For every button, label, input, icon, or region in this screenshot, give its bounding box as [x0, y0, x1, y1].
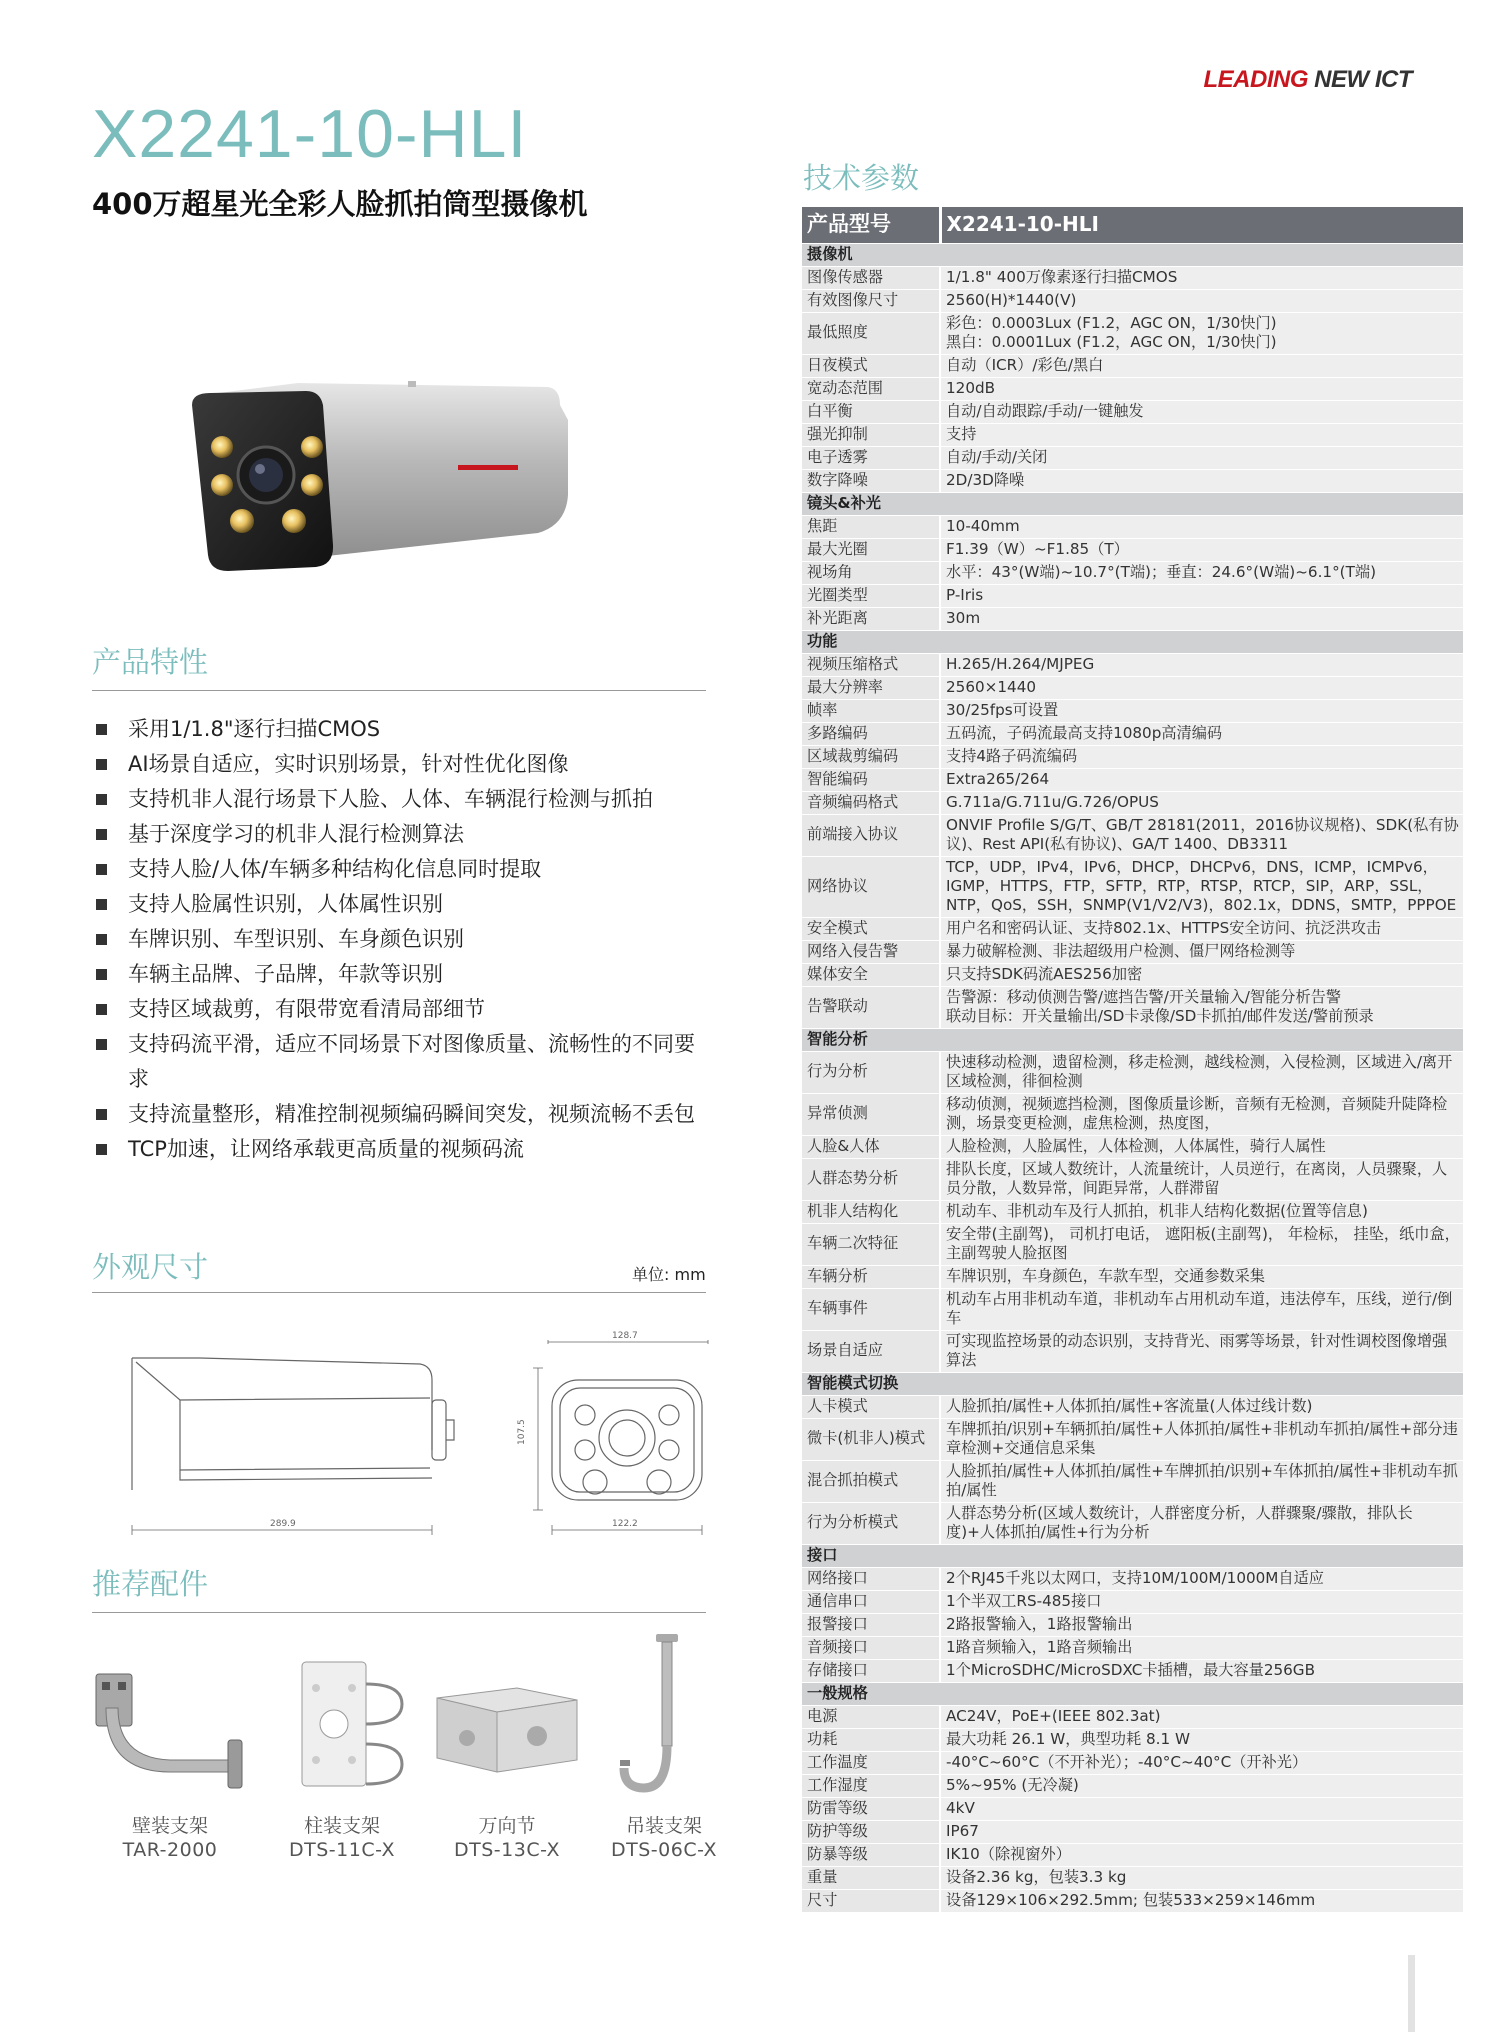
square-bullet-icon	[96, 759, 107, 770]
accessory-name: 吊装支架	[625, 1815, 702, 1837]
accessory-item	[427, 1648, 587, 1862]
spec-key: 通信串口	[802, 1590, 940, 1613]
spec-row	[802, 1502, 1463, 1544]
spec-value: 10-40mm	[940, 515, 1463, 538]
spec-header-value: X2241-10-HLI	[940, 207, 1463, 243]
spec-row	[802, 515, 1463, 538]
page-title: X2241-10-HLI	[92, 96, 528, 172]
spec-row	[802, 607, 1463, 630]
spec-section-title: 镜头&补光	[802, 492, 1463, 515]
spec-row	[802, 1820, 1463, 1843]
spec-key: 防雷等级	[802, 1797, 940, 1820]
spec-row	[802, 1330, 1463, 1372]
spec-value: 2路报警输入，1路报警输出	[940, 1613, 1463, 1636]
features-section-title: 产品特性	[92, 645, 209, 679]
spec-row	[802, 446, 1463, 469]
spec-row	[802, 814, 1463, 856]
spec-section-row	[802, 1028, 1463, 1051]
accessory-code: DTS-06C-X	[610, 1839, 718, 1861]
spec-value: 30m	[940, 607, 1463, 630]
spec-value: 4kV	[940, 1797, 1463, 1820]
spec-key: 重量	[802, 1866, 940, 1889]
spec-row	[802, 768, 1463, 791]
features-list	[96, 712, 706, 1167]
spec-row	[802, 400, 1463, 423]
spec-value: 排队长度，区域人数统计，人流量统计，人员逆行，在离岗，人员骤聚，人员分散，人数异常，间距异常，人群滞留	[940, 1158, 1463, 1200]
accessory-code: TAR-2000	[122, 1839, 218, 1861]
spec-value: 五码流，子码流最高支持1080p高清编码	[940, 722, 1463, 745]
spec-section-row	[802, 1544, 1463, 1567]
features-divider	[92, 690, 706, 691]
spec-value: G.711a/G.711u/G.726/OPUS	[940, 791, 1463, 814]
spec-value: 2个RJ45千兆以太网口，支持10M/100M/1000M自适应	[940, 1567, 1463, 1590]
spec-section-title: 功能	[802, 630, 1463, 653]
spec-value: 1路音频输入，1路音频输出	[940, 1636, 1463, 1659]
specs-heading: 技术参数	[803, 161, 920, 195]
spec-row	[802, 1395, 1463, 1418]
feature-item: 基于深度学习的机非人混行检测算法	[96, 817, 706, 852]
spec-row	[802, 1705, 1463, 1728]
spec-value: 2560(H)*1440(V)	[940, 289, 1463, 312]
spec-row	[802, 940, 1463, 963]
spec-row	[802, 1460, 1463, 1502]
accessory-name: 万向节	[478, 1815, 536, 1837]
spec-key: 白平衡	[802, 400, 940, 423]
feature-item: 采用1/1.8"逐行扫描CMOS	[96, 712, 706, 747]
spec-row	[802, 1866, 1463, 1889]
spec-key: 电源	[802, 1705, 940, 1728]
feature-item: TCP加速，让网络承载更高质量的视频码流	[96, 1132, 706, 1167]
spec-value: 机动车、非机动车及行人抓拍，机非人结构化数据(位置等信息)	[940, 1200, 1463, 1223]
feature-item: 支持机非人混行场景下人脸、人体、车辆混行检测与抓拍	[96, 782, 706, 817]
feature-item: 车辆主品牌、子品牌，年款等识别	[96, 957, 706, 992]
spec-row	[802, 377, 1463, 400]
spec-value: -40°C~60°C（不开补光）；-40°C~40°C（开补光）	[940, 1751, 1463, 1774]
spec-value: 2D/3D降噪	[940, 469, 1463, 492]
spec-value: 人脸抓拍/属性+人体抓拍/属性+客流量(人体过线计数)	[940, 1395, 1463, 1418]
spec-section-row	[802, 243, 1463, 266]
accessory-item	[262, 1648, 422, 1862]
spec-key: 宽动态范围	[802, 377, 940, 400]
spec-table	[802, 207, 1463, 1913]
spec-row	[802, 312, 1463, 354]
spec-value: 30/25fps可设置	[940, 699, 1463, 722]
spec-key: 尺寸	[802, 1889, 940, 1912]
spec-key: 工作湿度	[802, 1774, 940, 1797]
spec-key: 安全模式	[802, 917, 940, 940]
spec-key: 有效图像尺寸	[802, 289, 940, 312]
spec-row	[802, 1659, 1463, 1682]
square-bullet-icon	[96, 899, 107, 910]
dimensions-divider	[92, 1292, 706, 1293]
spec-row	[802, 1728, 1463, 1751]
spec-key: 告警联动	[802, 986, 940, 1028]
spec-value: 1/1.8" 400万像素逐行扫描CMOS	[940, 266, 1463, 289]
spec-key: 强光抑制	[802, 423, 940, 446]
spec-row	[802, 1774, 1463, 1797]
spec-value: 5%~95% (无冷凝)	[940, 1774, 1463, 1797]
spec-value: 1个半双工RS-485接口	[940, 1590, 1463, 1613]
spec-key: 多路编码	[802, 722, 940, 745]
spec-section-title: 智能模式切换	[802, 1372, 1463, 1395]
spec-key: 人群态势分析	[802, 1158, 940, 1200]
accessory-code: DTS-11C-X	[288, 1839, 396, 1861]
spec-section-title: 智能分析	[802, 1028, 1463, 1051]
spec-row	[802, 469, 1463, 492]
spec-row	[802, 561, 1463, 584]
feature-item: 支持流量整形，精准控制视频编码瞬间突发，视频流畅不丢包	[96, 1097, 706, 1132]
dimension-bottom-label: 122.2	[612, 1519, 638, 1529]
spec-key: 最低照度	[802, 312, 940, 354]
brand-logo	[1204, 66, 1413, 94]
spec-row	[802, 584, 1463, 607]
spec-row	[802, 653, 1463, 676]
spec-key: 图像传感器	[802, 266, 940, 289]
spec-key: 网络入侵告警	[802, 940, 940, 963]
spec-row	[802, 1567, 1463, 1590]
spec-key: 防暴等级	[802, 1843, 940, 1866]
accessory-code: DTS-13C-X	[453, 1839, 561, 1861]
spec-row	[802, 963, 1463, 986]
spec-key: 人脸&人体	[802, 1135, 940, 1158]
square-bullet-icon	[96, 969, 107, 980]
accessories-list	[92, 1648, 752, 1868]
spec-value: 告警源：移动侦测告警/遮挡告警/开关量输入/智能分析告警 联动目标：开关量输出/SD卡录像/SD卡抓拍/邮件发送/警前预录	[940, 986, 1463, 1028]
feature-item: 车牌识别、车型识别、车身颜色识别	[96, 922, 706, 957]
spec-section-title: 摄像机	[802, 243, 1463, 266]
logo-part-leading: LEADING	[1203, 66, 1308, 93]
spec-key: 音频接口	[802, 1636, 940, 1659]
spec-value: 最大功耗 26.1 W，典型功耗 8.1 W	[940, 1728, 1463, 1751]
spec-value: 车牌识别，车身颜色，车款车型，交通参数采集	[940, 1265, 1463, 1288]
unit-label: 单位: mm	[632, 1265, 706, 1284]
spec-value: 可实现监控场景的动态识别，支持背光、雨雾等场景，针对性调校图像增强算法	[940, 1330, 1463, 1372]
spec-key: 功耗	[802, 1728, 940, 1751]
dimensions-section-title: 外观尺寸	[92, 1250, 209, 1284]
spec-key: 最大分辨率	[802, 676, 940, 699]
spec-row	[802, 1288, 1463, 1330]
spec-key: 电子透雾	[802, 446, 940, 469]
spec-value: 用户名和密码认证、支持802.1x、HTTPS安全访问、抗泛洪攻击	[940, 917, 1463, 940]
accessory-item	[584, 1628, 744, 1862]
feature-item: 支持区域裁剪，有限带宽看清局部细节	[96, 992, 706, 1027]
square-bullet-icon	[96, 724, 107, 735]
spec-value: 水平：43°(W端)~10.7°(T端)；垂直：24.6°(W端)~6.1°(T端)	[940, 561, 1463, 584]
spec-row	[802, 1613, 1463, 1636]
spec-value: 2560×1440	[940, 676, 1463, 699]
spec-key: 媒体安全	[802, 963, 940, 986]
square-bullet-icon	[96, 1039, 107, 1050]
spec-key: 区域裁剪编码	[802, 745, 940, 768]
dimension-height-label: 107.5	[517, 1419, 527, 1445]
spec-key: 行为分析模式	[802, 1502, 940, 1544]
spec-key: 异常侦测	[802, 1093, 940, 1135]
spec-key: 混合抓拍模式	[802, 1460, 940, 1502]
spec-value: 设备129×106×292.5mm; 包装533×259×146mm	[940, 1889, 1463, 1912]
spec-row	[802, 538, 1463, 561]
square-bullet-icon	[96, 864, 107, 875]
spec-key: 前端接入协议	[802, 814, 940, 856]
spec-row	[802, 745, 1463, 768]
spec-value: AC24V，PoE+(IEEE 802.3at)	[940, 1705, 1463, 1728]
spec-row	[802, 1636, 1463, 1659]
spec-row	[802, 1418, 1463, 1460]
front-view-drawing	[533, 1340, 708, 1535]
spec-row	[802, 1158, 1463, 1200]
spec-row	[802, 354, 1463, 377]
spec-key: 光圈类型	[802, 584, 940, 607]
side-view-drawing	[132, 1358, 454, 1535]
spec-section-row	[802, 1372, 1463, 1395]
spec-section-row	[802, 492, 1463, 515]
spec-key: 补光距离	[802, 607, 940, 630]
spec-header-row	[802, 207, 1463, 243]
spec-key: 车辆分析	[802, 1265, 940, 1288]
product-subtitle: 400万超星光全彩人脸抓拍筒型摄像机	[92, 187, 588, 221]
spec-section-row	[802, 630, 1463, 653]
square-bullet-icon	[96, 829, 107, 840]
wall-bracket-icon	[90, 1648, 250, 1808]
spec-value: 自动（ICR）/彩色/黑白	[940, 354, 1463, 377]
spec-value: 人脸抓拍/属性+人体抓拍/属性+车牌抓拍/识别+车体抓拍/属性+非机动车抓拍/属性	[940, 1460, 1463, 1502]
pole-bracket-icon	[262, 1648, 422, 1808]
spec-value: 人脸检测，人脸属性，人体检测，人体属性，骑行人属性	[940, 1135, 1463, 1158]
spec-row	[802, 1093, 1463, 1135]
spec-row	[802, 1200, 1463, 1223]
spec-key: 防护等级	[802, 1820, 940, 1843]
spec-value: P-Iris	[940, 584, 1463, 607]
spec-key: 工作温度	[802, 1751, 940, 1774]
square-bullet-icon	[96, 794, 107, 805]
spec-key: 网络协议	[802, 856, 940, 917]
feature-item: 支持人脸属性识别，人体属性识别	[96, 887, 706, 922]
spec-key: 最大光圈	[802, 538, 940, 561]
pendant-bracket-icon	[584, 1628, 744, 1808]
spec-header-key: 产品型号	[802, 207, 940, 243]
spec-value: 车牌抓拍/识别+车辆抓拍/属性+人体抓拍/属性+非机动车抓拍/属性+部分违章检测+交通信息采集	[940, 1418, 1463, 1460]
spec-row	[802, 722, 1463, 745]
spec-key: 帧率	[802, 699, 940, 722]
spec-row	[802, 289, 1463, 312]
spec-key: 车辆事件	[802, 1288, 940, 1330]
spec-key: 焦距	[802, 515, 940, 538]
spec-row	[802, 1797, 1463, 1820]
accessory-name: 柱装支架	[303, 1815, 380, 1837]
spec-value: 快速移动检测，遗留检测，移走检测，越线检测，入侵检测，区域进入/离开区域检测，徘徊检测	[940, 1051, 1463, 1093]
spec-value: ONVIF Profile S/G/T、GB/T 28181(2011，2016协议规格)、SDK(私有协议)、Rest API(私有协议)、GA/T 1400、DB3311	[940, 814, 1463, 856]
spec-section-title: 一般规格	[802, 1682, 1463, 1705]
spec-value: 安全带(主副驾)， 司机打电话， 遮阳板(主副驾)， 年检标， 挂坠，纸巾盒， 主副驾驶人脸抠图	[940, 1223, 1463, 1265]
dimension-length-label: 289.9	[270, 1519, 296, 1529]
spec-value: TCP，UDP，IPv4，IPv6，DHCP，DHCPv6，DNS，ICMP，ICMPv6，IGMP，HTTPS，FTP，SFTP，RTP，RTSP，RTCP，SIP，ARP，SSL，NTP，QoS，SSH，SNMP(V1/V2/V3)，802.1x，DDNS，SMTP，PPPOE	[940, 856, 1463, 917]
spec-key: 场景自适应	[802, 1330, 940, 1372]
spec-value: 120dB	[940, 377, 1463, 400]
feature-item: 支持人脸/人体/车辆多种结构化信息同时提取	[96, 852, 706, 887]
spec-row	[802, 676, 1463, 699]
spec-row	[802, 1223, 1463, 1265]
spec-row	[802, 1843, 1463, 1866]
accessories-section-title: 推荐配件	[92, 1567, 209, 1601]
spec-value: 自动/手动/关闭	[940, 446, 1463, 469]
accessory-name: 壁装支架	[131, 1815, 208, 1837]
square-bullet-icon	[96, 1144, 107, 1155]
spec-row	[802, 1051, 1463, 1093]
spec-key: 视场角	[802, 561, 940, 584]
spec-value: IK10（除视窗外）	[940, 1843, 1463, 1866]
dimension-drawings	[120, 1320, 720, 1545]
spec-value: 1个MicroSDHC/MicroSDXC卡插槽，最大容量256GB	[940, 1659, 1463, 1682]
spec-key: 数字降噪	[802, 469, 940, 492]
spec-value: H.265/H.264/MJPEG	[940, 653, 1463, 676]
spec-row	[802, 1265, 1463, 1288]
spec-value: 支持	[940, 423, 1463, 446]
spec-key: 智能编码	[802, 768, 940, 791]
spec-key: 报警接口	[802, 1613, 940, 1636]
spec-row	[802, 1590, 1463, 1613]
spec-value: IP67	[940, 1820, 1463, 1843]
spec-row	[802, 1889, 1463, 1912]
square-bullet-icon	[96, 934, 107, 945]
spec-row	[802, 917, 1463, 940]
spec-value: 彩色：0.0003Lux (F1.2，AGC ON，1/30快门) 黑白：0.0001Lux (F1.2，AGC ON，1/30快门)	[940, 312, 1463, 354]
spec-value: 自动/自动跟踪/手动/一键触发	[940, 400, 1463, 423]
spec-row	[802, 699, 1463, 722]
accessories-divider	[92, 1612, 706, 1613]
feature-item: AI场景自适应，实时识别场景，针对性优化图像	[96, 747, 706, 782]
spec-value: 移动侦测，视频遮挡检测，图像质量诊断，音频有无检测，音频陡升陡降检测，场景变更检测，虚焦检测，热度图，	[940, 1093, 1463, 1135]
camera-product-image	[188, 375, 598, 580]
page-edge-bar	[1408, 1955, 1415, 2032]
dimension-top-label: 128.7	[612, 1331, 638, 1341]
spec-row	[802, 856, 1463, 917]
spec-value: 支持4路子码流编码	[940, 745, 1463, 768]
spec-value: Extra265/264	[940, 768, 1463, 791]
logo-part-new-ict: NEW ICT	[1308, 66, 1412, 93]
spec-row	[802, 791, 1463, 814]
spec-row	[802, 986, 1463, 1028]
spec-key: 车辆二次特征	[802, 1223, 940, 1265]
square-bullet-icon	[96, 1109, 107, 1120]
spec-value: 暴力破解检测、非法超级用户检测、僵尸网络检测等	[940, 940, 1463, 963]
spec-value: 设备2.36 kg，包装3.3 kg	[940, 1866, 1463, 1889]
spec-key: 日夜模式	[802, 354, 940, 377]
spec-row	[802, 423, 1463, 446]
spec-value: 机动车占用非机动车道，非机动车占用机动车道，违法停车，压线，逆行/倒车	[940, 1288, 1463, 1330]
spec-value: 只支持SDK码流AES256加密	[940, 963, 1463, 986]
spec-row	[802, 266, 1463, 289]
spec-key: 存储接口	[802, 1659, 940, 1682]
universal-joint-icon	[427, 1648, 587, 1808]
spec-key: 视频压缩格式	[802, 653, 940, 676]
spec-row	[802, 1135, 1463, 1158]
spec-key: 微卡(机非人)模式	[802, 1418, 940, 1460]
spec-key: 网络接口	[802, 1567, 940, 1590]
accessory-item	[90, 1648, 250, 1862]
spec-row	[802, 1751, 1463, 1774]
spec-section-row	[802, 1682, 1463, 1705]
spec-value: 人群态势分析(区域人数统计，人群密度分析，人群骤聚/骤散，排队长度)+人体抓拍/属性+行为分析	[940, 1502, 1463, 1544]
spec-key: 行为分析	[802, 1051, 940, 1093]
spec-section-title: 接口	[802, 1544, 1463, 1567]
feature-item: 支持码流平滑，适应不同场景下对图像质量、流畅性的不同要求	[96, 1027, 706, 1097]
spec-key: 音频编码格式	[802, 791, 940, 814]
spec-key: 人卡模式	[802, 1395, 940, 1418]
spec-key: 机非人结构化	[802, 1200, 940, 1223]
spec-value: F1.39（W）~F1.85（T）	[940, 538, 1463, 561]
square-bullet-icon	[96, 1004, 107, 1015]
